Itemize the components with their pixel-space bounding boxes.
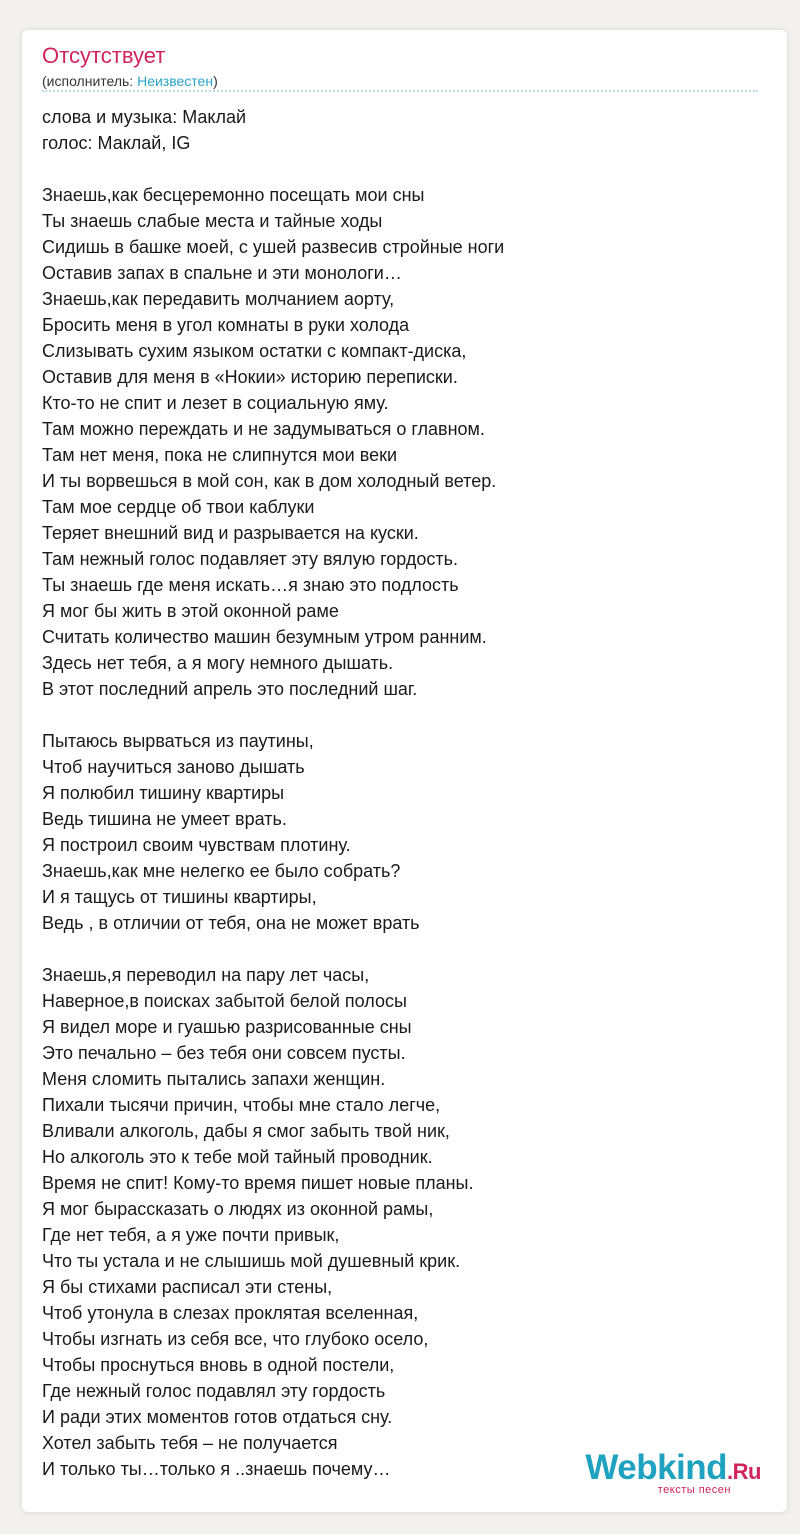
lyric-line: Пихали тысячи причин, чтобы мне стало легче,	[42, 1095, 441, 1115]
lyric-line: Ведь тишина не умеет врать.	[42, 809, 287, 829]
lyric-line: Чтобы проснуться вновь в одной постели,	[42, 1355, 395, 1375]
lyric-line: Наверное,в поисках забытой белой полосы	[42, 991, 407, 1011]
lyrics-card	[22, 30, 787, 1512]
lyric-line: Слизывать сухим языком остатки с компакт-диска,	[42, 341, 467, 361]
credit-line: голос: Маклай, IG	[42, 133, 191, 153]
lyric-line: Знаешь,как мне нелегко ее было собрать?	[42, 861, 401, 881]
lyric-line: Время не спит! Кому-то время пишет новые планы.	[42, 1173, 474, 1193]
lyric-line: И ты ворвешься в мой сон, как в дом холодный ветер.	[42, 471, 497, 491]
lyric-line: Меня сломить пытались запахи женщин.	[42, 1069, 386, 1089]
performer-link[interactable]: Неизвестен	[137, 73, 214, 89]
lyric-line: Ты знаешь слабые места и тайные ходы	[42, 211, 383, 231]
song-title: Отсутствует	[42, 43, 166, 68]
lyric-line: И только ты…только я ..знаешь почему…	[42, 1459, 391, 1479]
lyric-line: Я бы стихами расписал эти стены,	[42, 1277, 333, 1297]
lyric-line: Там можно переждать и не задумываться о главном.	[42, 419, 485, 439]
logo-main-text: Webkind	[585, 1448, 728, 1487]
verse-block	[42, 962, 762, 1482]
lyric-line: Чтоб утонула в слезах проклятая вселенная,	[42, 1303, 419, 1323]
webkind-logo[interactable]	[585, 1450, 761, 1496]
lyric-line: Сидишь в башке моей, с ушей развесив стройные ноги	[42, 237, 505, 257]
lyric-line: Бросить меня в угол комнаты в руки холода	[42, 315, 410, 335]
lyric-line: Вливали алкоголь, дабы я смог забыть твой ник,	[42, 1121, 450, 1141]
lyric-line: И я тащусь от тишины квартиры,	[42, 887, 317, 907]
lyric-line: Там нежный голос подавляет эту вялую гордость.	[42, 549, 458, 569]
lyric-line: И ради этих моментов готов отдаться сну.	[42, 1407, 393, 1427]
lyric-line: Я полюбил тишину квартиры	[42, 783, 285, 803]
credit-line: слова и музыка: Маклай	[42, 107, 247, 127]
lyric-line: Оставив для меня в «Нокии» историю переписки.	[42, 367, 458, 387]
lyric-line: Чтобы изгнать из себя все, что глубоко осело,	[42, 1329, 429, 1349]
lyric-line: Там нет меня, пока не слипнутся мои веки	[42, 445, 398, 465]
lyric-line: Пытаюсь вырваться из паутины,	[42, 731, 314, 751]
lyric-line: Я видел море и гуашью разрисованные сны	[42, 1017, 412, 1037]
stanza-gap	[42, 156, 762, 182]
performer-prefix: (исполнитель:	[42, 73, 138, 89]
lyric-line: Здесь нет тебя, а я могу немного дышать.	[42, 653, 394, 673]
performer-suffix: )	[213, 73, 218, 89]
lyric-line: Знаешь,я переводил на пару лет часы,	[42, 965, 370, 985]
lyric-line: В этот последний апрель это последний шаг.	[42, 679, 418, 699]
lyric-line: Ты знаешь где меня искать…я знаю это подлость	[42, 575, 459, 595]
verse-block	[42, 182, 762, 702]
logo-tagline: тексты песен	[657, 1484, 731, 1496]
lyric-line: Ведь , в отличии от тебя, она не может врать	[42, 913, 420, 933]
stanza-gap	[42, 702, 762, 728]
lyric-line: Чтоб научиться заново дышать	[42, 757, 305, 777]
stanza-gap	[42, 936, 762, 962]
lyric-line: Я мог бы жить в этой оконной раме	[42, 601, 339, 621]
header-divider	[42, 90, 758, 92]
lyric-line: Я построил своим чувствам плотину.	[42, 835, 351, 855]
lyric-line: Оставив запах в спальне и эти монологи…	[42, 263, 402, 283]
lyric-line: Где нежный голос подавлял эту гордость	[42, 1381, 386, 1401]
lyric-line: Это печально – без тебя они совсем пусты.	[42, 1043, 406, 1063]
lyric-line: Там мое сердце об твои каблуки	[42, 497, 315, 517]
lyric-line: Что ты устала и не слышишь мой душевный крик.	[42, 1251, 461, 1271]
lyric-line: Хотел забыть тебя – не получается	[42, 1433, 338, 1453]
logo-tld: .Ru	[727, 1459, 761, 1484]
lyric-line: Где нет тебя, а я уже почти привык,	[42, 1225, 340, 1245]
lyric-line: Знаешь,как передавить молчанием аорту,	[42, 289, 395, 309]
lyric-line: Теряет внешний вид и разрывается на куски.	[42, 523, 419, 543]
lyric-line: Знаешь,как бесцеремонно посещать мои сны	[42, 185, 425, 205]
lyrics-text	[42, 104, 762, 1482]
verse-block	[42, 728, 762, 936]
lyric-line: Я мог бырассказать о людях из оконной рамы,	[42, 1199, 434, 1219]
lyric-line: Считать количество машин безумным утром ранним.	[42, 627, 487, 647]
lyric-line: Но алкоголь это к тебе мой тайный проводник.	[42, 1147, 433, 1167]
performer-line	[42, 72, 218, 90]
lyric-line: Кто-то не спит и лезет в социальную яму.	[42, 393, 389, 413]
credits-block	[42, 104, 762, 156]
verses-container	[42, 182, 762, 1482]
